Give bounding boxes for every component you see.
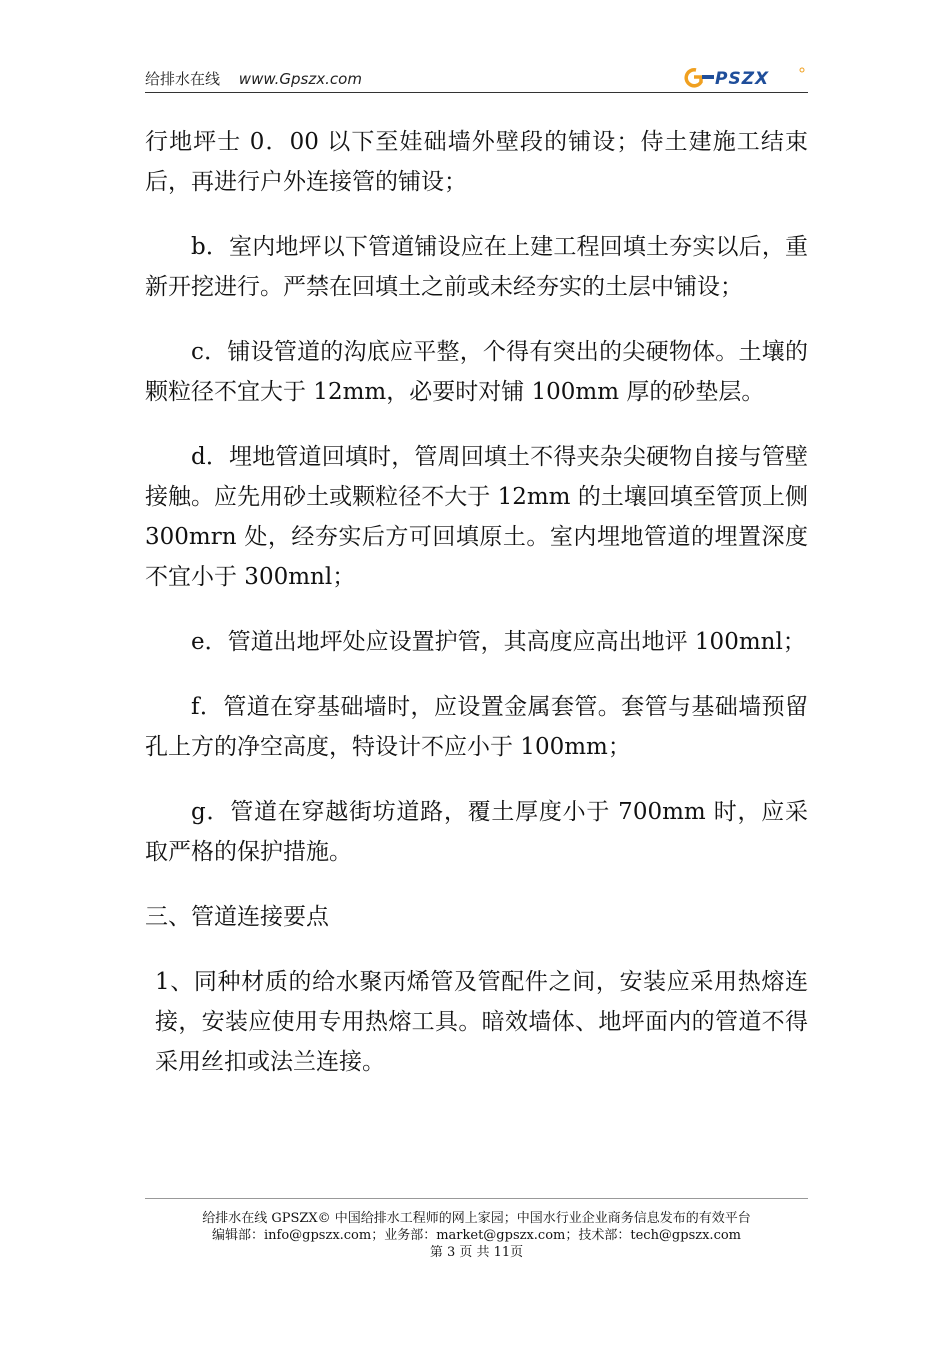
section-heading: 三、管道连接要点 [145,904,329,930]
footer-divider [145,1198,808,1199]
paragraph-continuation: 行地坪士 0．00 以下至娃础墙外壁段的铺设；侍土建施工结束后，再进行户外连接管的铺设； [145,129,808,195]
page-number: 第 3 页 共 11页 [429,1245,524,1260]
paragraph-1: 1、同种材质的给水聚丙烯管及管配件之间，安装应采用热熔连接，安装应使用专用热熔工具。暗效墙体、地坪面内的管道不得采用丝扣或法兰连接。 [155,969,808,1075]
paragraph-c: c．铺设管道的沟底应平整，个得有突出的尖硬物体。土壤的颗粒径不宜大于 12mm，必要时对铺 100mm 厚的砂垫层。 [145,339,808,405]
paragraph-f: f．管道在穿基础墙时，应设置金属套管。套管与基础墙预留孔上方的净空高度，特设计不应小于 100mm； [145,694,808,760]
gpszx-logo [682,66,808,88]
svg-text:PSZX: PSZX [715,69,770,88]
header-divider [145,92,808,93]
document-body [145,122,808,1107]
header-site [145,68,362,89]
header-site-name: 给排水在线 [145,70,221,88]
footer-contacts: 编辑部：info@gpszx.com；业务部：market@gpszx.com；技术部：tech@gpszx.com [211,1228,741,1243]
paragraph-e: e．管道出地坪处应设置护管，其高度应高出地评 100mnl； [191,629,806,655]
footer-tagline: 给排水在线 GPSZX© 中国给排水工程师的网上家园；中国水行业企业商务信息发布的有效平台 [202,1211,751,1226]
paragraph-b: b．室内地坪以下管道铺设应在上建工程回填土夯实以后，重新开挖进行。严禁在回填土之前或未经夯实的土层中铺设； [145,234,808,300]
paragraph-d: d．埋地管道回填时，管周回填土不得夹杂尖硬物自接与管壁接触。应先用砂土或颗粒径不大于 12mm 的土壤回填至管顶上侧 300mrn 处，经夯实后方可回填原土。室内埋地管道的埋置深度不宜小于 300mnl； [145,444,808,590]
logo-g-mark [686,70,701,86]
page-header [145,66,808,92]
page-footer [145,1210,808,1261]
paragraph-g: g．管道在穿越街坊道路，覆土厚度小于 700mm 时，应采取严格的保护措施。 [145,799,808,865]
header-url[interactable]: www.Gpszx.com [238,70,362,88]
